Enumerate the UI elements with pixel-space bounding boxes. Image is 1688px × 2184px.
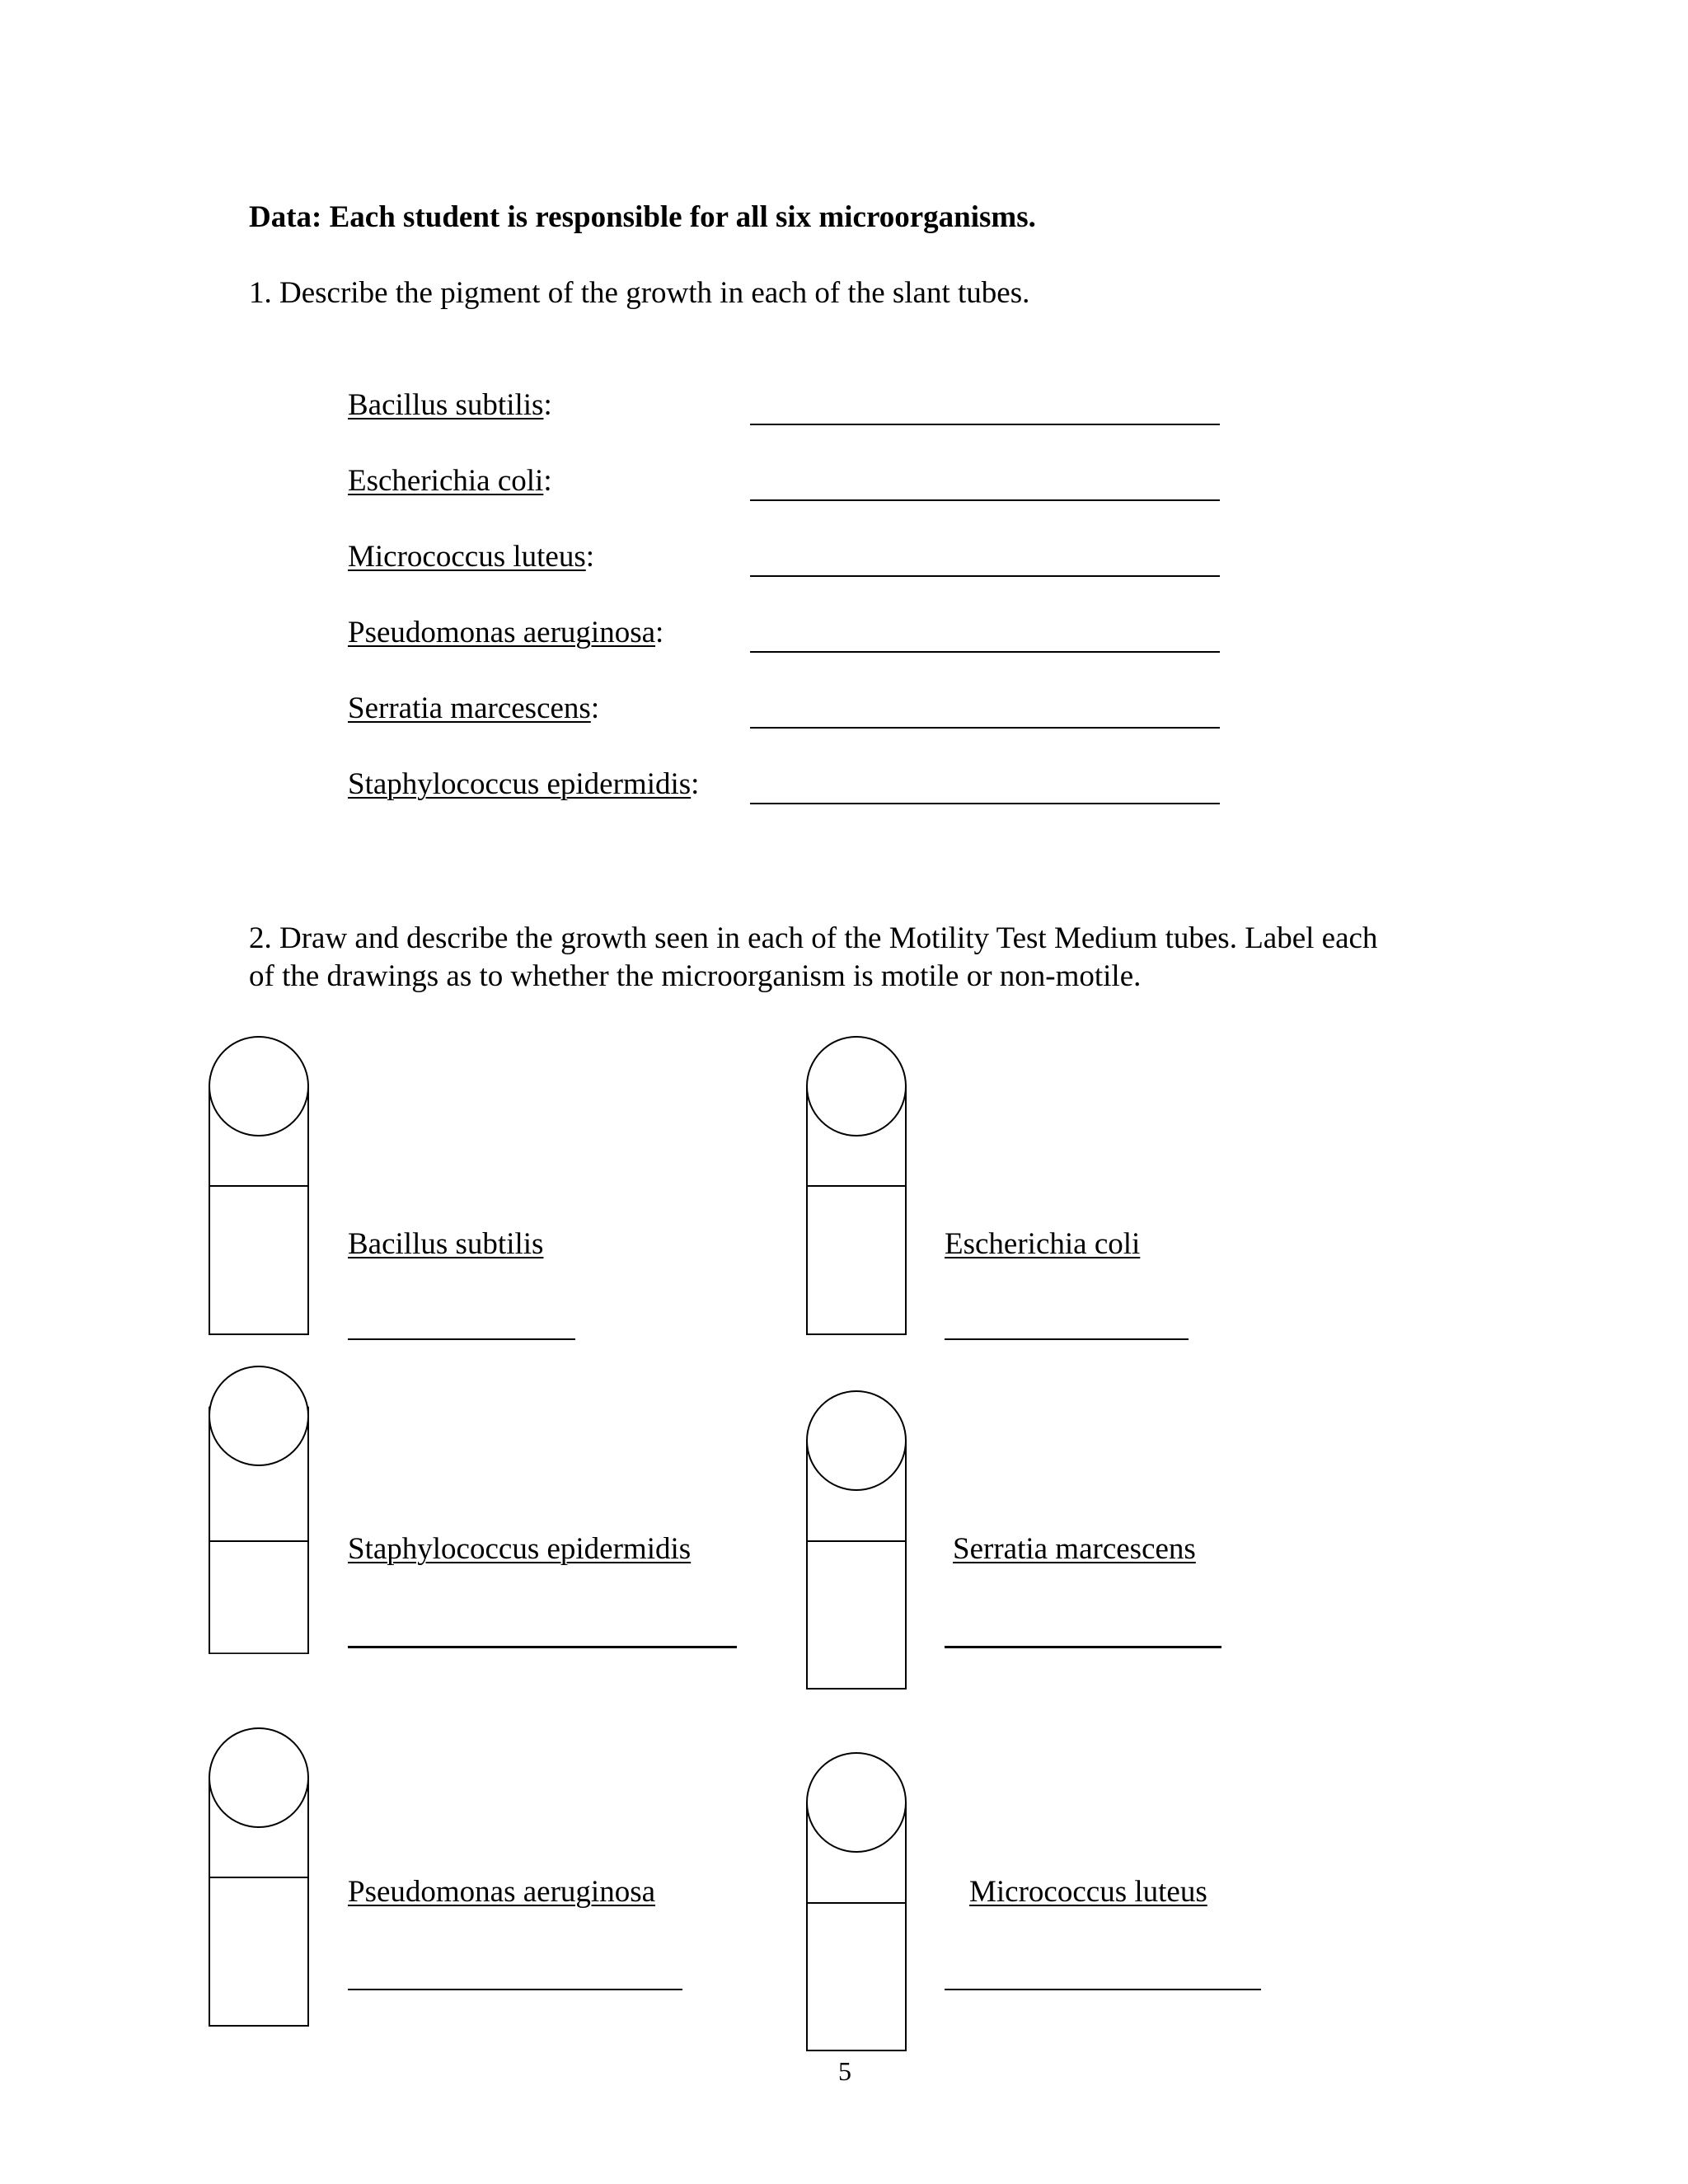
answer-blank[interactable] xyxy=(750,803,1220,804)
motility-tube-drawing[interactable] xyxy=(806,1391,905,1690)
answer-blank[interactable] xyxy=(750,424,1220,425)
q1-row-bacillus: Bacillus subtilis: xyxy=(348,387,1221,425)
motility-answer-blank[interactable] xyxy=(945,1646,1221,1648)
motility-answer-blank[interactable] xyxy=(945,1989,1261,1990)
organism-name: Bacillus subtilis xyxy=(348,388,544,422)
answer-blank[interactable] xyxy=(750,651,1220,653)
motility-answer-blank[interactable] xyxy=(348,1646,737,1648)
organism-name: Micrococcus luteus xyxy=(348,540,586,574)
motility-answer-blank[interactable] xyxy=(348,1338,575,1340)
motility-answer-blank[interactable] xyxy=(348,1989,682,1990)
page-number: 5 xyxy=(838,2056,851,2086)
q1-row-micrococcus: Micrococcus luteus: xyxy=(348,539,1221,577)
answer-blank[interactable] xyxy=(750,499,1220,501)
motility-tube-drawing[interactable] xyxy=(806,1037,905,1335)
tube-label-staphylococcus: Staphylococcus epidermidis xyxy=(348,1532,692,1566)
tube-label-micrococcus: Micrococcus luteus xyxy=(969,1875,1207,1909)
tube-label-pseudomonas: Pseudomonas aeruginosa xyxy=(348,1875,656,1909)
answer-blank[interactable] xyxy=(750,575,1220,577)
organism-name: Pseudomonas aeruginosa xyxy=(348,616,656,649)
tube-label-escherichia: Escherichia coli xyxy=(945,1227,1141,1261)
motility-tube-drawing[interactable] xyxy=(806,1753,905,2051)
tube-label-bacillus: Bacillus subtilis xyxy=(348,1227,544,1261)
organism-name: Escherichia coli xyxy=(348,464,544,498)
q1-row-pseudomonas: Pseudomonas aeruginosa: xyxy=(348,615,1221,653)
data-heading: Data: Each student is responsible for all six microorganisms. xyxy=(249,200,1036,234)
motility-tube-drawing[interactable] xyxy=(209,1037,307,1335)
tube-label-serratia: Serratia marcescens xyxy=(953,1532,1196,1566)
question-2-line-2: of the drawings as to whether the microorganism is motile or non-motile. xyxy=(249,959,1142,993)
question-1-text: 1. Describe the pigment of the growth in each of the slant tubes. xyxy=(249,276,1030,310)
organism-name: Staphylococcus epidermidis xyxy=(348,767,692,801)
q1-row-escherichia: Escherichia coli: xyxy=(348,463,1221,501)
question-2-line-1: 2. Draw and describe the growth seen in each of the Motility Test Medium tubes. Label each xyxy=(249,921,1378,955)
answer-blank[interactable] xyxy=(750,727,1220,729)
q1-row-staphylococcus: Staphylococcus epidermidis: xyxy=(348,766,1221,804)
motility-answer-blank[interactable] xyxy=(945,1338,1189,1340)
q1-row-serratia: Serratia marcescens: xyxy=(348,691,1221,729)
motility-tube-drawing[interactable] xyxy=(209,1728,307,2027)
organism-name: Serratia marcescens xyxy=(348,691,591,725)
motility-tube-drawing[interactable] xyxy=(209,1366,307,1665)
